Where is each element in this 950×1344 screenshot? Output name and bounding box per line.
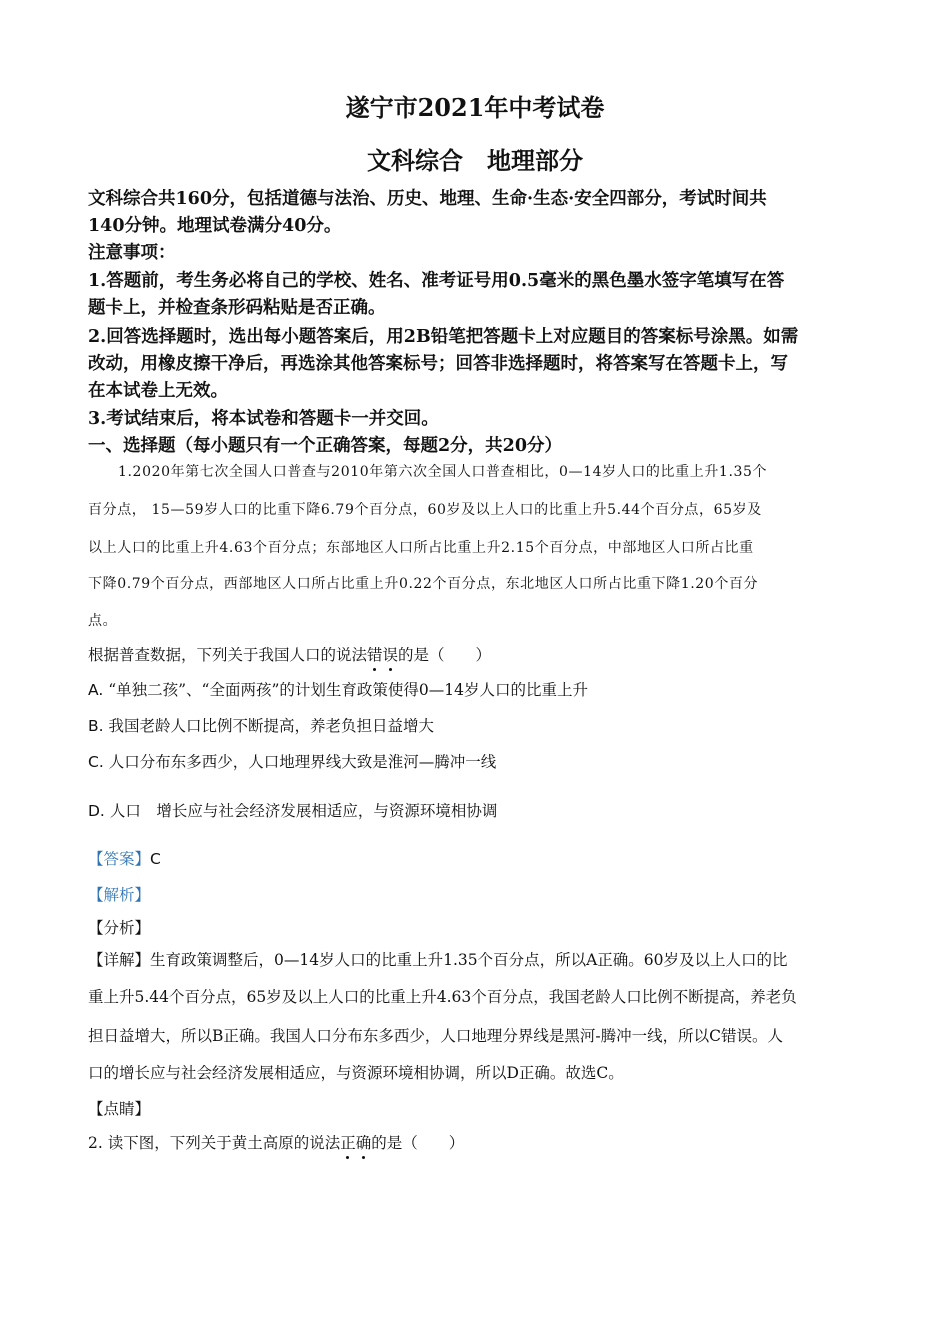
q1-option-b-letter: B. (88, 717, 104, 735)
q1-option-d-text: 人口 增长应与社会经济发展相适应，与资源环境相协调 (109, 802, 498, 820)
q1-passage-line-5: 点。 (88, 613, 118, 629)
notice-heading: 注意事项： (88, 243, 176, 263)
q2-stem-pre: 2. 读下图，下列关于黄土高原的说法 (88, 1134, 341, 1152)
q1-option-c (88, 750, 496, 772)
notice-2-line-2: 改动，用橡皮擦干净后，再选涂其他答案标号；回答非选择题时，将答案写在答题卡上，写 (88, 354, 788, 374)
fenxi-tag: 【分析】 (88, 919, 151, 937)
q1-passage-line-1: 1.2020年第七次全国人口普查与2010年第六次全国人口普查相比，0—14岁人口的比重上升1.35个 (118, 464, 768, 480)
q1-option-c-letter: C. (88, 753, 104, 771)
section-heading: 一、选择题（每小题只有一个正确答案，每题2分，共20分） (88, 436, 563, 456)
q1-option-a-text: “单独二孩”、“全面两孩”的计划生育政策使得0—14岁人口的比重上升 (108, 681, 588, 699)
q1-passage-line-2: 百分点， 15—59岁人口的比重下降6.79个百分点，60岁及以上人口的比重上升5.44个百分点，65岁及 (88, 502, 762, 518)
answer-line (88, 847, 161, 869)
detail-line-3: 担日益增大，所以B正确。我国人口分布东多西少，人口地理分界线是黑河-腾冲一线，所以C错误。人 (88, 1027, 783, 1045)
q1-option-c-text: 人口分布东多西少，人口地理界线大致是淮河—腾冲一线 (108, 753, 497, 771)
page-subtitle: 文科综合 地理部分 (367, 146, 583, 175)
detail-tag: 【详解】 (88, 951, 151, 969)
q1-option-d-letter: D. (88, 802, 105, 820)
q2-stem-emphasis-2: 确 (356, 1131, 372, 1153)
notice-1-line-1: 1.答题前，考生务必将自己的学校、姓名、准考证号用0.5毫米的黑色墨水签字笔填写在答 (88, 271, 785, 291)
analysis-tag: 【解析】 (88, 886, 151, 904)
q1-passage-line-4: 下降0.79个百分点，西部地区人口所占比重上升0.22个百分点，东北地区人口所占比重下降1.20个百分 (88, 576, 759, 592)
detail-line-2: 重上升5.44个百分点，65岁及以上人口的比重上升4.63个百分点，我国老龄人口比例不断提高，养老负 (88, 988, 797, 1006)
q1-option-b-text: 我国老龄人口比例不断提高，养老负担日益增大 (108, 717, 435, 735)
detail-line-1 (88, 948, 788, 970)
notice-2-line-1: 2.回答选择题时，选出每小题答案后，用2B铅笔把答题卡上对应题目的答案标号涂黑。如需 (88, 327, 799, 347)
answer-tag: 【答案】 (88, 850, 151, 868)
q1-option-a-letter: A. (88, 681, 104, 699)
q2-stem-emphasis-1: 正 (340, 1131, 356, 1153)
intro-line-2: 140分钟。地理试卷满分40分。 (88, 216, 342, 236)
q1-stem-pre: 根据普查数据，下列关于我国人口的说法 (88, 646, 368, 664)
detail-line-4: 口的增长应与社会经济发展相适应，与资源环境相协调，所以D正确。故选C。 (88, 1064, 624, 1082)
q1-option-d (88, 799, 497, 821)
intro-line-1: 文科综合共160分，包括道德与法治、历史、地理、生命·生态·安全四部分，考试时间共 (88, 189, 767, 209)
detail-text-1: 生育政策调整后，0—14岁人口的比重上升1.35个百分点，所以A正确。60岁及以上人口的比 (150, 951, 788, 969)
q1-passage-line-3: 以上人口的比重上升4.63个百分点；东部地区人口所占比重上升2.15个百分点，中部地区人口所占比重 (88, 540, 754, 556)
dianjing-tag: 【点睛】 (88, 1100, 151, 1118)
q1-stem-post: 的是（ ） (398, 646, 492, 664)
q1-option-b (88, 714, 434, 736)
q1-stem-emphasis-2: 误 (383, 643, 399, 665)
notice-2-line-3: 在本试卷上无效。 (88, 381, 228, 401)
q1-stem-emphasis-1: 错 (367, 643, 383, 665)
q2-stem (88, 1131, 464, 1153)
notice-1-line-2: 题卡上，并检查条形码粘贴是否正确。 (88, 298, 386, 318)
q2-stem-post: 的是（ ） (371, 1134, 465, 1152)
q1-stem (88, 643, 491, 665)
notice-3: 3.考试结束后，将本试卷和答题卡一并交回。 (88, 409, 439, 429)
page-title: 遂宁市2021年中考试卷 (345, 93, 605, 122)
q1-option-a (88, 678, 588, 700)
answer-value: C (150, 850, 161, 868)
